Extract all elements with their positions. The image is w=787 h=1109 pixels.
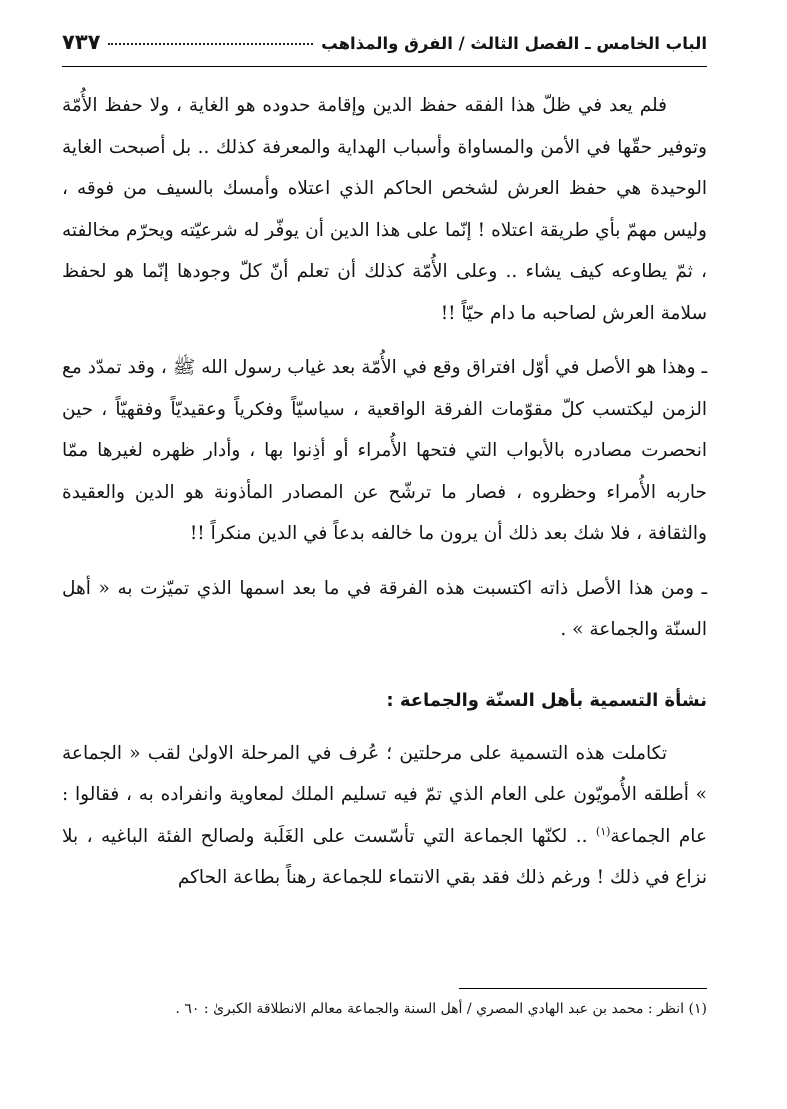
section-heading: نشأة التسمية بأهل السنّة والجماعة : — [386, 689, 707, 711]
running-header — [62, 30, 707, 67]
paragraph-3: ـ ومن هذا الأصل ذاته اكتسبت هذه الفرقة في ما بعد اسمها الذي تميّزت به « أهل السنّة والجماعة » . — [62, 577, 707, 640]
paragraph-4-text-b: .. لكنّها الجماعة التي تأسّست على الغَلَبة ولصالح الفئة الباغيه ، بلا نزاع في ذلك ! ورغم ذلك فقد بقي الانتماء للجماعة رهناً بطاعة الحاكم — [62, 825, 707, 888]
paragraph-2: ـ وهذا هو الأصل في أوّل افتراق وقع في الأُمّة بعد غياب رسول الله ﷺ ، وقد تمدّد مع الزمن ليكتسب كلّ مقوّمات الفرقة الواقعية ، سياسيّاً وفكرياً وعقيديّاً وفقهيّاً ، حين انحصرت مصادره بالأبواب التي فتحها الأُمراء أو أذِنوا بها ، وأدار ظهره لغيرها ممّا حاربه الأُمراء وحظروه ، فصار ما ترشّح عن المصادر المأذونة هو الدين والعقيدة والثقافة ، فلا شك بعد ذلك أن يرون ما خالفه بدعاً في الدين منكراً !! — [62, 357, 707, 544]
paragraph-1: فلم يعد في ظلّ هذا الفقه حفظ الدين وإقامة حدوده هو الغاية ، ولا حفظ الأُمّة وتوفير حقّها في الأمن والمساواة وأسباب الهداية والمعرفة كذلك .. بل أصبحت الغاية الوحيدة هي حفظ العرش لشخص الحاكم الذي اعتلاه وأمسك بالسيف من فوقه ، وليس مهمّ بأي طريقة اعتلاه ! إنّما على هذا الدين أن يوفّر له شرعيّته ويحرّم مخالفته ، ثمّ يطاوعه كيف يشاء .. وعلى الأُمّة كذلك أن تعلم أنّ كلّ وجودها إنّما هو لحفظ سلامة العرش لصاحبه ما دام حيّاً !! — [62, 95, 707, 324]
footnote-reference[interactable]: (١) — [595, 824, 611, 838]
dotted-leader — [108, 43, 313, 45]
book-page — [62, 30, 707, 1090]
body-text — [62, 85, 707, 899]
paragraph-4 — [62, 733, 707, 899]
footnote: (١) انظر : محمد بن عبد الهادي المصري / أهل السنة والجماعة معالم الانطلاقة الكبرىٰ : ٦٠ . — [175, 1001, 707, 1017]
paragraph-4-text-a: تكاملت هذه التسمية على مرحلتين ؛ عُرف في المرحلة الاولىٰ لقب « الجماعة » أطلقه الأُمويّون على العام الذي تمّ فيه تسليم الملك لمعاوية وانفراده به ، فقالوا : عام الجماعة — [62, 742, 707, 847]
footnote-divider — [459, 988, 707, 989]
page-number: ٧٣٧ — [62, 30, 101, 54]
chapter-title: الباب الخامس ـ الفصل الثالث / الفرق والمذاهب — [321, 34, 707, 53]
